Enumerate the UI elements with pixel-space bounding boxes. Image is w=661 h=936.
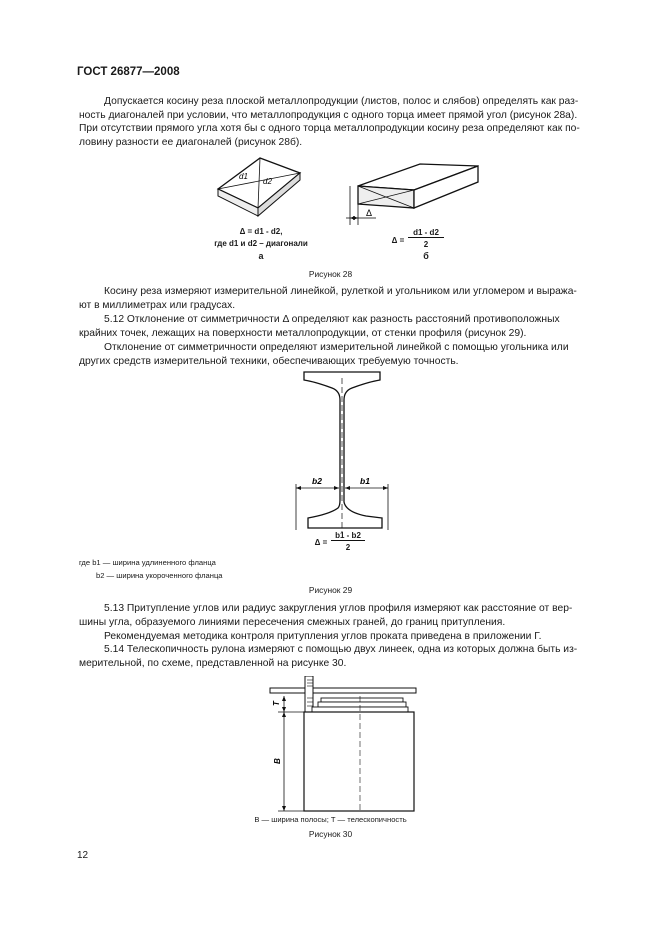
figure-29 bbox=[290, 368, 400, 538]
delta-symbol: Δ bbox=[366, 208, 373, 218]
paragraph-5-12 bbox=[79, 313, 587, 340]
label-b1: b1 bbox=[360, 476, 370, 486]
paragraph-5-14 bbox=[79, 643, 587, 670]
figure-30-legend: B — ширина полосы; T — телескопичность bbox=[254, 815, 407, 824]
text-line: Допускается косину реза плоской металлопродукции (листов, полос и слябов) определять как раз- bbox=[104, 96, 579, 107]
figure-29-where-b2: b2 — ширина укороченного фланца bbox=[96, 571, 223, 580]
text-line: ность диагоналей при условии, что металлопродукция с одного торца имеет прямой угол (рисунок 28а). bbox=[79, 109, 578, 121]
page-number: 12 bbox=[77, 850, 89, 861]
figure-29-numerator: b1 - b2 bbox=[331, 531, 365, 541]
figure-28a-where: где d1 и d2 – диагонали bbox=[214, 239, 308, 248]
figure-29-formula-lhs: Δ = bbox=[314, 538, 328, 547]
figure-28b-formula-lhs: Δ = bbox=[391, 236, 405, 245]
figure-28b-numerator: d1 - d2 bbox=[408, 228, 444, 238]
paragraph-appendix bbox=[79, 630, 587, 644]
text-line: 5.12 Отклонение от симметричности Δ определяют как разность расстояний противоположных bbox=[104, 314, 560, 325]
figure-29-caption: Рисунок 29 bbox=[308, 585, 353, 595]
figure-30 bbox=[262, 676, 422, 812]
figure-28-caption: Рисунок 28 bbox=[308, 269, 353, 279]
text-line: Рекомендуемая методика контроля притупления углов проката приведена в приложении Г. bbox=[104, 631, 542, 642]
text-line: ловину разности ее диагоналей (рисунок 28б). bbox=[79, 136, 303, 148]
coil-layer bbox=[318, 702, 406, 707]
figure-28a-plate bbox=[218, 158, 300, 216]
figure-30-caption: Рисунок 30 bbox=[308, 829, 353, 839]
coil-layer bbox=[321, 698, 403, 702]
ruler-horizontal bbox=[270, 688, 416, 693]
paragraph-5-13 bbox=[79, 602, 587, 629]
label-d1: d1 bbox=[239, 172, 248, 181]
figure-28b-denominator: 2 bbox=[423, 240, 429, 249]
label-B: B bbox=[273, 758, 282, 764]
text-line: Отклонение от симметричности определяют измерительной линейкой с помощью угольника или bbox=[104, 342, 569, 353]
text-line: 5.14 Телескопичность рулона измеряют с помощью двух линеек, одна из которых должна быть из- bbox=[104, 644, 578, 655]
rail-profile bbox=[304, 372, 382, 528]
label-T: T bbox=[272, 701, 281, 706]
label-b2: b2 bbox=[312, 476, 322, 486]
label-d2: d2 bbox=[263, 177, 272, 186]
paragraph-diagonals bbox=[79, 95, 587, 149]
figure-29-denominator: 2 bbox=[345, 543, 351, 552]
figure-28a-formula: Δ = d1 - d2, bbox=[239, 227, 283, 236]
text-line: шины угла, образуемого линиями пересечения смежных граней, до границ притупления. bbox=[79, 616, 506, 628]
text-line: ют в миллиметрах или градусах. bbox=[79, 299, 236, 311]
paragraph-measure-tools bbox=[79, 285, 587, 312]
text-line: 5.13 Притупление углов или радиус закругления углов профиля измеряют как расстояние от вер- bbox=[104, 603, 573, 614]
text-line: крайних точек, лежащих на поверхности металлопродукции, от стенки профиля (рисунок 29). bbox=[79, 327, 527, 339]
text-line: При отсутствии прямого угла хотя бы с одного торца металлопродукции косину реза определяют как по- bbox=[79, 123, 580, 135]
paragraph-symmetry bbox=[79, 341, 587, 368]
figure-28a-label: а bbox=[258, 251, 264, 261]
figure-28b-bar bbox=[346, 164, 478, 225]
figure-29-where-b1: где b1 — ширина удлиненного фланца bbox=[79, 558, 216, 567]
text-line: других средств измерительной техники, обеспечивающих требуемую точность. bbox=[79, 355, 459, 367]
text-line: Косину реза измеряют измерительной линейкой, рулеткой и угольником или угломером и выража- bbox=[104, 286, 577, 297]
figure-28b-label: б bbox=[423, 251, 429, 261]
page-title: ГОСТ 26877—2008 bbox=[77, 66, 180, 78]
text-line: мерительной, по схеме, представленной на рисунке 30. bbox=[79, 657, 347, 669]
coil-body bbox=[304, 712, 414, 811]
